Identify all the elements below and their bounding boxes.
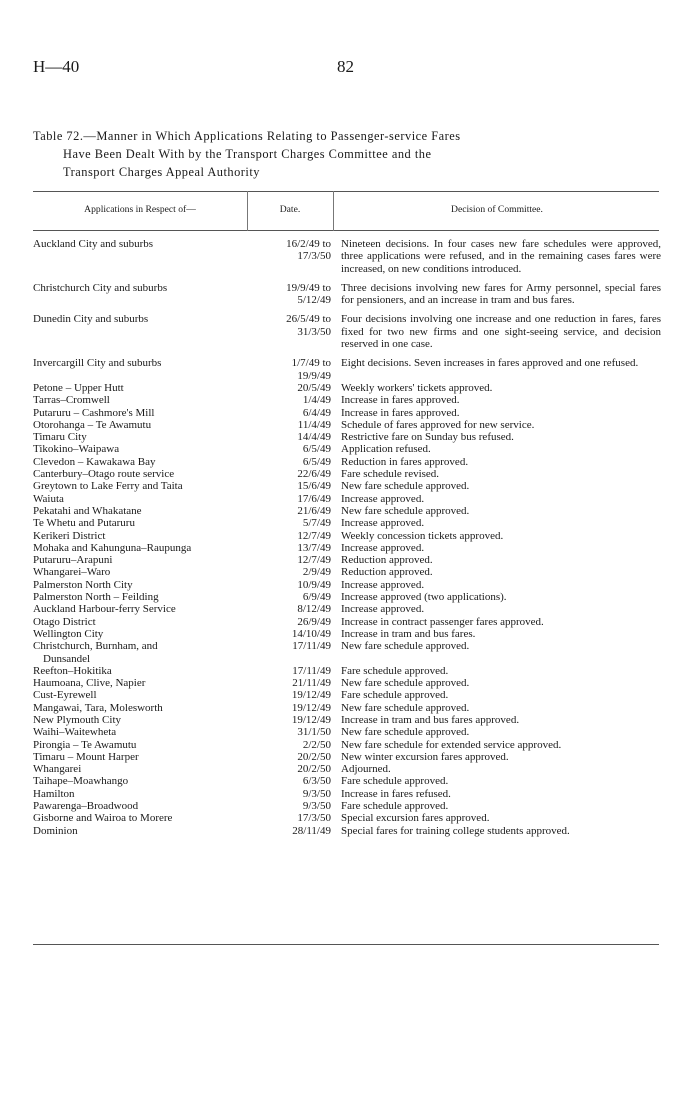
application-cell <box>33 677 245 689</box>
caption-line-1: Table 72.—Manner in Which Applications Relating to Passenger-service Fares <box>33 129 461 143</box>
table-row <box>33 407 661 419</box>
decision-text: Eight decisions. Seven increases in fares approved and one refused. <box>341 357 639 370</box>
decision-cell <box>341 350 661 382</box>
decision-cell <box>341 677 661 689</box>
decision-cell <box>341 443 661 455</box>
decision-text: Reduction in fares approved. <box>341 455 469 468</box>
date-value: 31/1/50 <box>297 726 331 739</box>
application-cell <box>33 382 245 394</box>
date-value: 19/12/49 <box>291 701 331 714</box>
table-row <box>33 350 661 382</box>
table-row <box>33 554 661 566</box>
decision-text: Schedule of fares approved for new service. <box>341 418 535 431</box>
application-cell <box>33 689 245 701</box>
date-value: 6/3/50 <box>302 775 331 788</box>
application-name: Auckland City and suburbs <box>33 238 154 250</box>
date-value: 16/2/49 to <box>286 238 331 250</box>
decision-text: Increase approved. <box>341 603 425 616</box>
date-value: 1/4/49 <box>302 394 331 407</box>
table-row <box>33 800 661 812</box>
table-row <box>33 763 661 775</box>
application-cell <box>33 603 245 615</box>
application-name: Hamilton <box>33 787 75 800</box>
decision-text: Three decisions involving new fares for Army personnel, special fares for pensioners, and an increase in tram and bus fares. <box>341 281 661 307</box>
date-value: 17/6/49 <box>297 492 331 505</box>
table-row <box>33 579 661 591</box>
table-row <box>33 443 661 455</box>
fares-table-body <box>33 238 661 837</box>
application-cell <box>33 788 245 800</box>
decision-cell <box>341 640 661 665</box>
decision-cell <box>341 468 661 480</box>
decision-text: Increase approved. <box>341 578 425 591</box>
date-cell <box>245 530 341 542</box>
header-bottom-rule <box>33 230 659 231</box>
date-value: 6/9/49 <box>302 591 331 604</box>
table-row <box>33 493 661 505</box>
application-cell <box>33 579 245 591</box>
table-row <box>33 566 661 578</box>
application-name: Palmerston North – Feilding <box>33 591 159 604</box>
caption-line-2: Have Been Dealt With by the Transport Charges Committee and the <box>63 147 432 161</box>
date-cell <box>245 443 341 455</box>
table-row <box>33 306 661 350</box>
table-caption <box>33 127 661 181</box>
table-top-rule <box>33 191 659 192</box>
application-name: Cust-Eyrewell <box>33 689 97 702</box>
decision-cell <box>341 431 661 443</box>
page-number: 82 <box>337 57 354 76</box>
decision-text: Increase in tram and bus fares approved. <box>341 713 520 726</box>
application-name: Wellington City <box>33 627 104 640</box>
decision-cell <box>341 714 661 726</box>
table-row <box>33 530 661 542</box>
table-row <box>33 505 661 517</box>
application-name: Auckland Harbour-ferry Service <box>33 603 176 616</box>
decision-text: New fare schedule approved. <box>341 480 470 493</box>
date-value: 26/5/49 to <box>286 313 331 326</box>
table-row <box>33 542 661 554</box>
application-cell <box>33 394 245 406</box>
date-cell <box>245 579 341 591</box>
decision-text: Nineteen decisions. In four cases new fare schedules were approved, three applications were refused, and in the remaining cases fares were increased, on new conditions introduced. <box>341 238 661 275</box>
table-row <box>33 702 661 714</box>
date-value: 20/5/49 <box>297 381 331 394</box>
decision-cell <box>341 566 661 578</box>
decision-cell <box>341 505 661 517</box>
table-bottom-rule <box>33 944 659 945</box>
application-name: Invercargill City and suburbs <box>33 357 162 370</box>
application-name: Tarras–Cromwell <box>33 394 110 407</box>
application-cell <box>33 493 245 505</box>
date-cell <box>245 788 341 800</box>
decision-cell <box>341 628 661 640</box>
decision-cell <box>341 238 661 275</box>
application-name: Petone – Upper Hutt <box>33 381 124 394</box>
date-value-end: 5/12/49 <box>297 294 331 307</box>
date-cell <box>245 714 341 726</box>
decision-cell <box>341 407 661 419</box>
application-name: Canterbury–Otago route service <box>33 468 175 481</box>
date-cell <box>245 505 341 517</box>
application-cell <box>33 407 245 419</box>
application-name: Mangawai, Tara, Molesworth <box>33 701 163 714</box>
decision-text: Four decisions involving one increase and one reduction in fares, fares fixed for two new firms and one sight-seeing service, and decision reserved in one case. <box>341 313 661 351</box>
decision-text: Increase in fares refused. <box>341 787 451 800</box>
table-row <box>33 628 661 640</box>
column-header-date: Date. <box>279 204 301 215</box>
decision-text: New fare schedule approved. <box>341 677 470 690</box>
date-cell <box>245 542 341 554</box>
table-row <box>33 825 661 837</box>
application-cell <box>33 419 245 431</box>
page-code: H—40 <box>33 57 80 76</box>
table-row <box>33 665 661 677</box>
table-row <box>33 788 661 800</box>
decision-text: Fare schedule approved. <box>341 689 449 702</box>
fares-table <box>33 238 661 837</box>
application-name: Tikokino–Waipawa <box>33 443 120 456</box>
application-name: Otago District <box>33 615 96 628</box>
decision-text: Increase in fares approved. <box>341 394 460 407</box>
application-name: Christchurch, Burnham, and <box>33 640 158 653</box>
decision-cell <box>341 480 661 492</box>
application-cell <box>33 530 245 542</box>
decision-cell <box>341 306 661 350</box>
decision-cell <box>341 702 661 714</box>
table-row <box>33 739 661 751</box>
decision-cell <box>341 517 661 529</box>
decision-text: Increase approved. <box>341 541 425 554</box>
application-cell <box>33 702 245 714</box>
decision-text: Reduction approved. <box>341 566 433 579</box>
decision-text: Adjourned. <box>341 763 391 776</box>
decision-cell <box>341 751 661 763</box>
date-value-end: 17/3/50 <box>297 250 331 263</box>
application-cell <box>33 306 245 350</box>
application-cell <box>33 775 245 787</box>
table-row <box>33 394 661 406</box>
date-value-end: 19/9/49 <box>297 369 331 382</box>
date-cell <box>245 431 341 443</box>
decision-cell <box>341 665 661 677</box>
application-name-continued: Dunsandel <box>43 652 91 665</box>
application-cell <box>33 480 245 492</box>
decision-cell <box>341 382 661 394</box>
application-cell <box>33 628 245 640</box>
application-name: Dominion <box>33 824 78 837</box>
application-name: Whangarei–Waro <box>33 566 111 579</box>
decision-text: Increase approved (two applications). <box>341 591 507 604</box>
application-cell <box>33 640 245 665</box>
decision-text: Restrictive fare on Sunday bus refused. <box>341 431 514 444</box>
application-cell <box>33 350 245 382</box>
table-row <box>33 275 661 307</box>
date-value: 2/2/50 <box>302 738 331 751</box>
application-cell <box>33 812 245 824</box>
application-name: Kerikeri District <box>33 529 106 542</box>
application-cell <box>33 431 245 443</box>
table-row <box>33 677 661 689</box>
date-value: 28/11/49 <box>292 824 331 837</box>
application-cell <box>33 714 245 726</box>
decision-cell <box>341 825 661 837</box>
date-value: 17/11/49 <box>292 664 331 677</box>
date-cell <box>245 677 341 689</box>
application-cell <box>33 800 245 812</box>
date-cell <box>245 517 341 529</box>
application-name: Gisborne and Wairoa to Morere <box>33 812 173 825</box>
application-cell <box>33 591 245 603</box>
decision-text: Special fares for training college students approved. <box>341 824 570 837</box>
decision-text: Fare schedule approved. <box>341 664 449 677</box>
date-cell <box>245 350 341 382</box>
decision-text: New fare schedule approved. <box>341 726 470 739</box>
application-cell <box>33 739 245 751</box>
decision-text: Fare schedule revised. <box>341 468 440 481</box>
decision-cell <box>341 456 661 468</box>
decision-cell <box>341 616 661 628</box>
date-value: 17/3/50 <box>297 812 331 825</box>
application-cell <box>33 566 245 578</box>
date-cell <box>245 456 341 468</box>
date-value: 19/12/49 <box>291 689 331 702</box>
decision-text: Reduction approved. <box>341 554 433 567</box>
application-name: Putaruru – Cashmore's Mill <box>33 406 155 419</box>
date-cell <box>245 394 341 406</box>
decision-text: New fare schedule approved. <box>341 701 470 714</box>
application-name: Greytown to Lake Ferry and Taita <box>33 480 183 493</box>
table-row <box>33 238 661 275</box>
decision-cell <box>341 603 661 615</box>
date-value: 12/7/49 <box>297 554 331 567</box>
date-value: 21/11/49 <box>292 677 331 690</box>
date-cell <box>245 468 341 480</box>
decision-cell <box>341 394 661 406</box>
table-row <box>33 382 661 394</box>
date-value: 20/2/50 <box>297 750 331 763</box>
date-cell <box>245 665 341 677</box>
decision-text: Increase in tram and bus fares. <box>341 627 476 640</box>
application-name: Haumoana, Clive, Napier <box>33 677 146 690</box>
table-row <box>33 714 661 726</box>
application-name: Putaruru–Arapuni <box>33 554 113 567</box>
date-value: 21/6/49 <box>297 504 331 517</box>
application-cell <box>33 238 245 275</box>
date-value: 6/5/49 <box>302 443 331 456</box>
application-name: Timaru City <box>33 431 87 444</box>
decision-cell <box>341 800 661 812</box>
application-cell <box>33 456 245 468</box>
application-name: Waiuta <box>33 492 64 505</box>
date-value: 9/3/50 <box>302 787 331 800</box>
application-name: Pawarenga–Broadwood <box>33 800 139 813</box>
decision-cell <box>341 689 661 701</box>
application-cell <box>33 468 245 480</box>
date-value: 9/3/50 <box>302 800 331 813</box>
table-row <box>33 591 661 603</box>
decision-cell <box>341 763 661 775</box>
application-name: Otorohanga – Te Awamutu <box>33 418 152 431</box>
date-value: 10/9/49 <box>297 578 331 591</box>
application-name: Mohaka and Kahunguna–Raupunga <box>33 541 192 554</box>
application-cell <box>33 726 245 738</box>
table-row <box>33 616 661 628</box>
table-row <box>33 517 661 529</box>
date-value: 2/9/49 <box>302 566 331 579</box>
application-name: Clevedon – Kawakawa Bay <box>33 455 156 468</box>
date-value: 6/4/49 <box>302 406 331 419</box>
date-value: 12/7/49 <box>297 529 331 542</box>
decision-text: Increase approved. <box>341 492 425 505</box>
date-cell <box>245 739 341 751</box>
date-value: 13/7/49 <box>297 541 331 554</box>
caption-line-3: Transport Charges Appeal Authority <box>63 165 261 179</box>
decision-cell <box>341 726 661 738</box>
application-cell <box>33 443 245 455</box>
decision-text: Weekly concession tickets approved. <box>341 529 504 542</box>
date-value: 15/6/49 <box>297 480 331 493</box>
decision-cell <box>341 275 661 307</box>
decision-text: New fare schedule approved. <box>341 504 470 517</box>
date-cell <box>245 812 341 824</box>
application-cell <box>33 542 245 554</box>
date-cell <box>245 382 341 394</box>
decision-text: Increase in fares approved. <box>341 406 460 419</box>
date-value: 19/9/49 to <box>286 281 331 294</box>
application-name: Pekatahi and Whakatane <box>33 504 142 517</box>
date-value: 20/2/50 <box>297 763 331 776</box>
date-cell <box>245 616 341 628</box>
date-cell <box>245 554 341 566</box>
application-name: Timaru – Mount Harper <box>33 750 139 763</box>
application-name: New Plymouth City <box>33 713 122 726</box>
date-cell <box>245 419 341 431</box>
application-cell <box>33 751 245 763</box>
table-row <box>33 603 661 615</box>
table-row <box>33 468 661 480</box>
date-value: 22/6/49 <box>297 468 331 481</box>
decision-text: Weekly workers' tickets approved. <box>341 381 493 394</box>
date-cell <box>245 825 341 837</box>
date-cell <box>245 603 341 615</box>
table-row <box>33 775 661 787</box>
decision-cell <box>341 579 661 591</box>
date-cell <box>245 775 341 787</box>
date-value: 26/9/49 <box>297 615 331 628</box>
decision-cell <box>341 591 661 603</box>
date-cell <box>245 702 341 714</box>
date-value: 14/4/49 <box>297 431 331 444</box>
application-name: Pirongia – Te Awamutu <box>33 738 137 751</box>
application-cell <box>33 665 245 677</box>
decision-text: Increase in contract passenger fares approved. <box>341 615 544 628</box>
table-row <box>33 689 661 701</box>
table-row <box>33 456 661 468</box>
date-value: 6/5/49 <box>302 455 331 468</box>
decision-cell <box>341 493 661 505</box>
decision-cell <box>341 542 661 554</box>
decision-cell <box>341 812 661 824</box>
date-value: 1/7/49 to <box>291 357 331 370</box>
table-row <box>33 640 661 665</box>
table-row <box>33 480 661 492</box>
application-name: Reefton–Hokitika <box>33 664 112 677</box>
application-cell <box>33 763 245 775</box>
decision-text: New winter excursion fares approved. <box>341 750 509 763</box>
date-value: 19/12/49 <box>291 713 331 726</box>
date-value: 17/11/49 <box>292 640 331 653</box>
decision-text: New fare schedule for extended service approved. <box>341 738 562 751</box>
date-cell <box>245 275 341 307</box>
decision-cell <box>341 788 661 800</box>
application-cell <box>33 554 245 566</box>
date-cell <box>245 689 341 701</box>
decision-cell <box>341 775 661 787</box>
application-name: Palmerston North City <box>33 578 133 591</box>
application-cell <box>33 616 245 628</box>
date-cell <box>245 726 341 738</box>
decision-text: New fare schedule approved. <box>341 640 470 653</box>
table-row <box>33 431 661 443</box>
date-cell <box>245 493 341 505</box>
date-cell <box>245 800 341 812</box>
date-cell <box>245 628 341 640</box>
decision-text: Increase approved. <box>341 517 425 530</box>
date-value: 5/7/49 <box>302 517 331 530</box>
date-cell <box>245 306 341 350</box>
column-header-decision: Decision of Committee. <box>451 204 543 215</box>
decision-cell <box>341 530 661 542</box>
application-cell <box>33 275 245 307</box>
decision-cell <box>341 554 661 566</box>
decision-cell <box>341 739 661 751</box>
table-row <box>33 751 661 763</box>
table-row <box>33 419 661 431</box>
date-value: 14/10/49 <box>291 627 331 640</box>
date-cell <box>245 566 341 578</box>
application-name: Whangarei <box>33 763 82 776</box>
date-cell <box>245 238 341 275</box>
decision-cell <box>341 419 661 431</box>
date-cell <box>245 751 341 763</box>
table-row <box>33 726 661 738</box>
table-row <box>33 812 661 824</box>
date-cell <box>245 640 341 665</box>
decision-text: Fare schedule approved. <box>341 800 449 813</box>
decision-text: Fare schedule approved. <box>341 775 449 788</box>
column-header-applications: Applications in Respect of— <box>84 204 196 215</box>
date-value-end: 31/3/50 <box>297 325 331 338</box>
decision-text: Special excursion fares approved. <box>341 812 490 825</box>
date-value: 11/4/49 <box>297 418 331 431</box>
application-cell <box>33 505 245 517</box>
application-cell <box>33 825 245 837</box>
application-cell <box>33 517 245 529</box>
application-name: Waihi–Waitewheta <box>33 726 117 739</box>
date-cell <box>245 763 341 775</box>
date-cell <box>245 407 341 419</box>
application-name: Dunedin City and suburbs <box>33 313 149 326</box>
application-name: Christchurch City and suburbs <box>33 281 168 294</box>
application-name: Taihape–Moawhango <box>33 775 129 788</box>
date-cell <box>245 480 341 492</box>
application-name: Te Whetu and Putaruru <box>33 517 135 530</box>
decision-text: Application refused. <box>341 443 431 456</box>
date-value: 8/12/49 <box>297 603 331 616</box>
date-cell <box>245 591 341 603</box>
